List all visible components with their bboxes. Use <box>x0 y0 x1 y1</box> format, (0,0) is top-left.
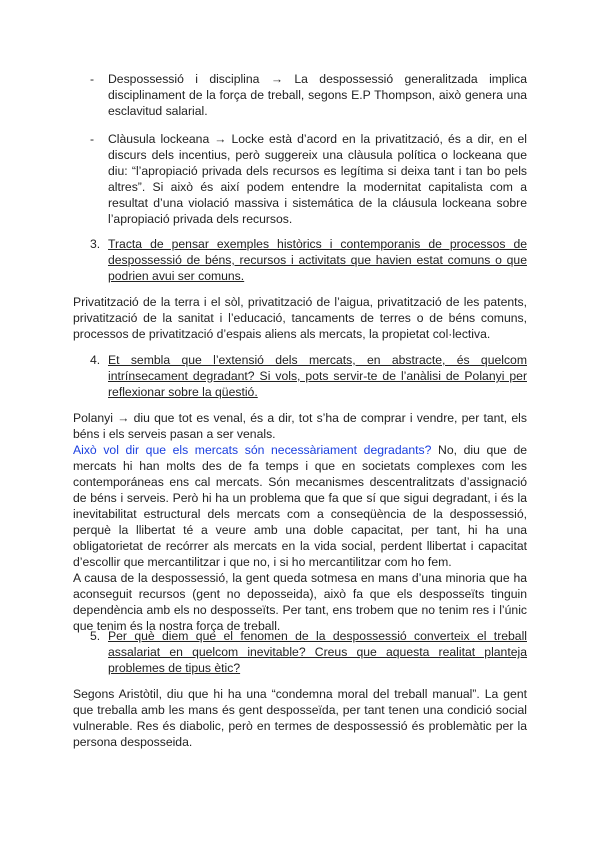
highlighted-question: Això vol dir que els mercats són necessàriament degradants? <box>73 443 432 457</box>
bullet-item <box>90 71 527 119</box>
answer-3: Privatització de la terra i el sòl, privatització de l’aigua, privatització de les patents, privatització de la sanitat i l’educació, tancaments de terres o de béns comuns, processos de privatització d’espais aliens als mercats, la propietat col·lectiva. <box>73 295 527 341</box>
bullet-dash: - <box>90 72 95 86</box>
bullet-text: Clàusula lockeana → Locke està d’acord en la privatització, és a dir, en el discurs dels incentius, però suggereix una clàusula política o lockeana que diu: “l’apropiació privada dels recursos es legítima si deixa tant i tan bo pels altres”. Si això és així podem entendre la modernitat capitalista com a resultat d’una violació massiva i sistemática de la cláusula lockeana sobre l’apropiació privada dels recursos. <box>108 132 527 226</box>
answer-4-despossessio: A causa de la despossessió, la gent queda sotmesa en mans d’una minoria que ha aconseguit recursos (gent no deposseida), això fa que els desposseïts tinguin dependència amb els no desposseïts. Per tant, ens trobem que no tenim res i l’únic que tenim és la nostra força de treball. <box>73 571 527 633</box>
question-text: Per què diem que el fenomen de la despossessió converteix el treball assalariat en quelcom inevitable? Creus que aquesta realitat planteja problemes de tipus ètic? <box>108 629 527 675</box>
bullet-text: Despossessió i disciplina → La despossessió generalitzada implica disciplinament de la força de treball, segons E.P Thompson, això genera una esclavitud salarial. <box>108 72 527 118</box>
question-3 <box>90 236 527 284</box>
answer-4-degradants <box>73 442 527 570</box>
answer-text: No, diu que de mercats hi han molts des de fa temps i que en societats complexes com les contemporáneas ens cal mercats. Són mecanismes descentralitzats d’assignació de béns i serveis. Però hi ha un problema que fa que sí que sigui degradant, i és la inevitabilitat estructural dels mercats com a conseqüència de la despossessió, perquè la llibertat té a veure amb una doble capacitat, per tant, hi ha una obligatorietat de recórrer als mercats en la vida social, perdent llibertat i capacitat d’escollir que mercantilitzar i que no, i si ho mercantilitzar com ho fem. <box>73 443 528 569</box>
question-number: 4. <box>90 353 101 367</box>
question-number: 3. <box>90 237 101 251</box>
bullet-item <box>90 131 527 227</box>
question-text: Tracta de pensar exemples històrics i contemporanis de processos de despossessió de béns, recursos i activitats que havien estat comuns o que podrien avui ser comuns. <box>108 237 527 283</box>
question-5 <box>90 628 527 676</box>
answer-4-polanyi: Polanyi → diu que tot es venal, és a dir, tot s’ha de comprar i vendre, per tant, els béns i els serveis pasan a ser venals. <box>73 411 527 441</box>
bullet-dash: - <box>90 132 95 146</box>
question-text: Et sembla que l’extensió dels mercats, en abstracte, és quelcom intrínsecament degradant? Si vols, pots servir-te de l’anàlisi de Polanyi per reflexionar sobre la qüestió. <box>108 353 527 399</box>
answer-5: Segons Aristòtil, diu que hi ha una “condemna moral del treball manual”. La gent que treballa amb les mans és gent desposseïda, per tant tenen una condició social vulnerable. Res és diabolic, però en termes de despossessió és problemàtic per la persona desposseida. <box>73 687 527 749</box>
question-4 <box>90 352 527 400</box>
question-number: 5. <box>90 629 101 643</box>
